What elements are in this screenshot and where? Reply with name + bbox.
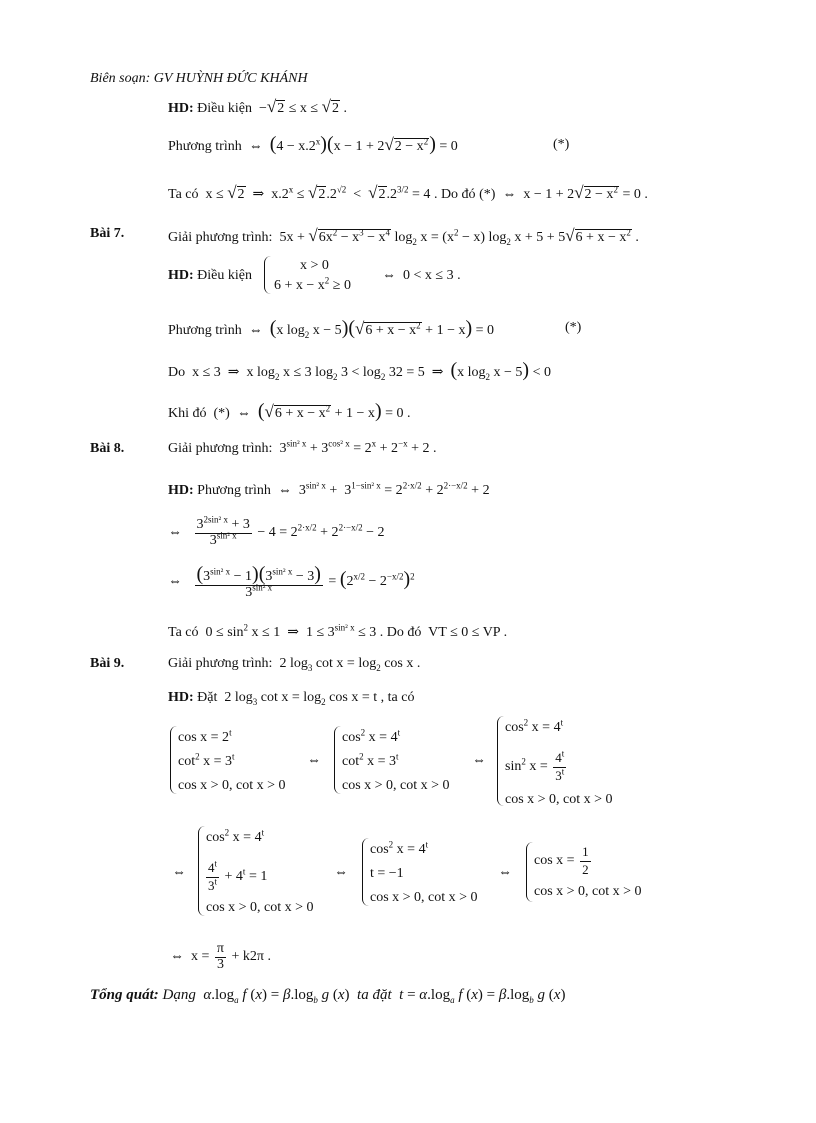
bai-8-problem: Giải phương trình: $3^{sin^2 x} + 3^{cos^2 x} = 2^x + 2^{-x} + 2$ . xyxy=(168,438,437,456)
inequality-line: Ta có x ≤ √2 ⇒ $x.2^x \le √2.2^{√2} < √2.2^{3/2} = 4$ . Do đó (*) ⇔ $x - 1 + 2√2 - x^2 = 0$ . xyxy=(168,183,648,202)
bai-7-hd: HD: Điều kiện xyxy=(168,268,252,283)
hd-condition-line: HD: Điều kiện −√2 ≤ x ≤ √2 . xyxy=(168,97,347,116)
equation-line: Phương trình ⇔ $(4 - x.2^x)(x - 1 + 2√2 - x^2) = 0$ xyxy=(168,133,458,155)
system-1: $\cos x = 2^t$ $\cot^2 x = 3^t$ cos x > 0, cot x > 0 xyxy=(170,726,310,796)
system-5: $\cos^2 x = 4^t$ t = −1 cos x > 0, cot x > 0 xyxy=(362,838,502,908)
bai-8-label: Bài 8. xyxy=(90,441,125,456)
bai-9-solution: ⇔ x = $\frac{\pi}{3}$ + k2π . xyxy=(170,941,271,972)
equiv-5: ⇔ xyxy=(498,865,512,880)
equiv-4: ⇔ xyxy=(334,865,348,880)
bai-9-label: Bài 9. xyxy=(90,656,125,671)
bai-7-factored: Phương trình ⇔ (x $\log_2 x - 5)(√6 + x - x^2 + 1 - x) = 0$ xyxy=(168,317,495,340)
bai-7-conclusion: Khi đó (*) ⇔ $(√6 + x - x^2 + 1 - x) = 0$ . xyxy=(168,400,411,422)
system-3: $\cos^2 x = 4^t$ $\sin^2 x$ = $\frac{4^t}{3^t}$ cos x > 0, cot x > 0 xyxy=(497,716,637,808)
bai-8-conclusion: Ta có $0 \le \sin^2 x \le 1$ ⇒ $1 \le 3^{sin^2 x} \le 3$ . Do đó VT ≤ 0 ≤ VP . xyxy=(168,622,508,640)
bai-7-domain: ⇔ 0 < x ≤ 3 . xyxy=(382,268,461,283)
equiv-1: ⇔ xyxy=(307,753,321,768)
bai-7-condition-system: x > 0 $6 + x - x^2 \ge 0$ xyxy=(264,256,374,296)
bai-7-bound: Do x ≤ 3 ⇒ x $\log_2 x \le 3$ $\log_2 3 < \log_2 32 = 5$ ⇒ (x $\log_2 x - 5) < 0$ xyxy=(168,359,551,382)
star-mark: (*) xyxy=(553,137,570,152)
bai-8-hd: HD: Phương trình ⇔ $3^{sin^2 x} + 3^{1-sin^2 x} = 2^{2\cdot x/2} + 2^{2\cdot-x/2} + 2$ xyxy=(168,480,490,498)
bai-8-step2: ⇔ $\frac{(3^{sin^2 x} - 1)(3^{sin^2 x} - 3)}{3^{sin^2 x}}$ = $(2^{x/2} - 2^{-x/2})^2$ xyxy=(168,563,415,600)
bai-7-label: Bài 7. xyxy=(90,226,125,241)
system-4: $\cos^2 x = 4^t$ $\frac{4^t}{3^t}$ + $4^t = 1$ cos x > 0, cot x > 0 xyxy=(198,826,338,918)
page-header: Biên soạn: GV HUỲNH ĐỨC KHÁNH xyxy=(90,71,308,86)
equiv-2: ⇔ xyxy=(472,753,486,768)
equiv-3: ⇔ xyxy=(172,865,186,880)
general-form: Tổng quát: Dạng $\alpha.\log_a$ f $(x) = \beta.\log_b$ g (x) ta đặt $t = \alpha.\log_a$ f $(x) = \beta.\log_b$ g (x) xyxy=(90,987,566,1005)
bai-8-step1: ⇔ $\frac{3^{2sin^2 x} + 3}{3^{sin^2 x}}$ − $4 = 2^{2\cdot x/2} + 2^{2\cdot-x/2} - 2$ xyxy=(168,514,385,548)
system-2: $\cos^2 x = 4^t$ $\cot^2 x = 3^t$ cos x > 0, cot x > 0 xyxy=(334,726,474,796)
bai-9-problem: Giải phương trình: 2 $\log_3 \cot x = \log_2 \cos x$ . xyxy=(168,656,421,673)
bai-7-problem: Giải phương trình: $5x + √6x^2 - x^3 - x^4$ $\log_2 x = (x^2 - x)$ $\log_2 x + 5 + 5√6 + x - x^2$ . xyxy=(168,226,639,247)
system-6: cos x = $\frac{1}{2}$ cos x > 0, cot x > 0 xyxy=(526,842,666,904)
bai-9-hd: HD: Đặt 2 $\log_3 \cot x = \log_2 \cos x = t$ , ta có xyxy=(168,690,415,707)
bai-7-star: (*) xyxy=(565,320,582,335)
